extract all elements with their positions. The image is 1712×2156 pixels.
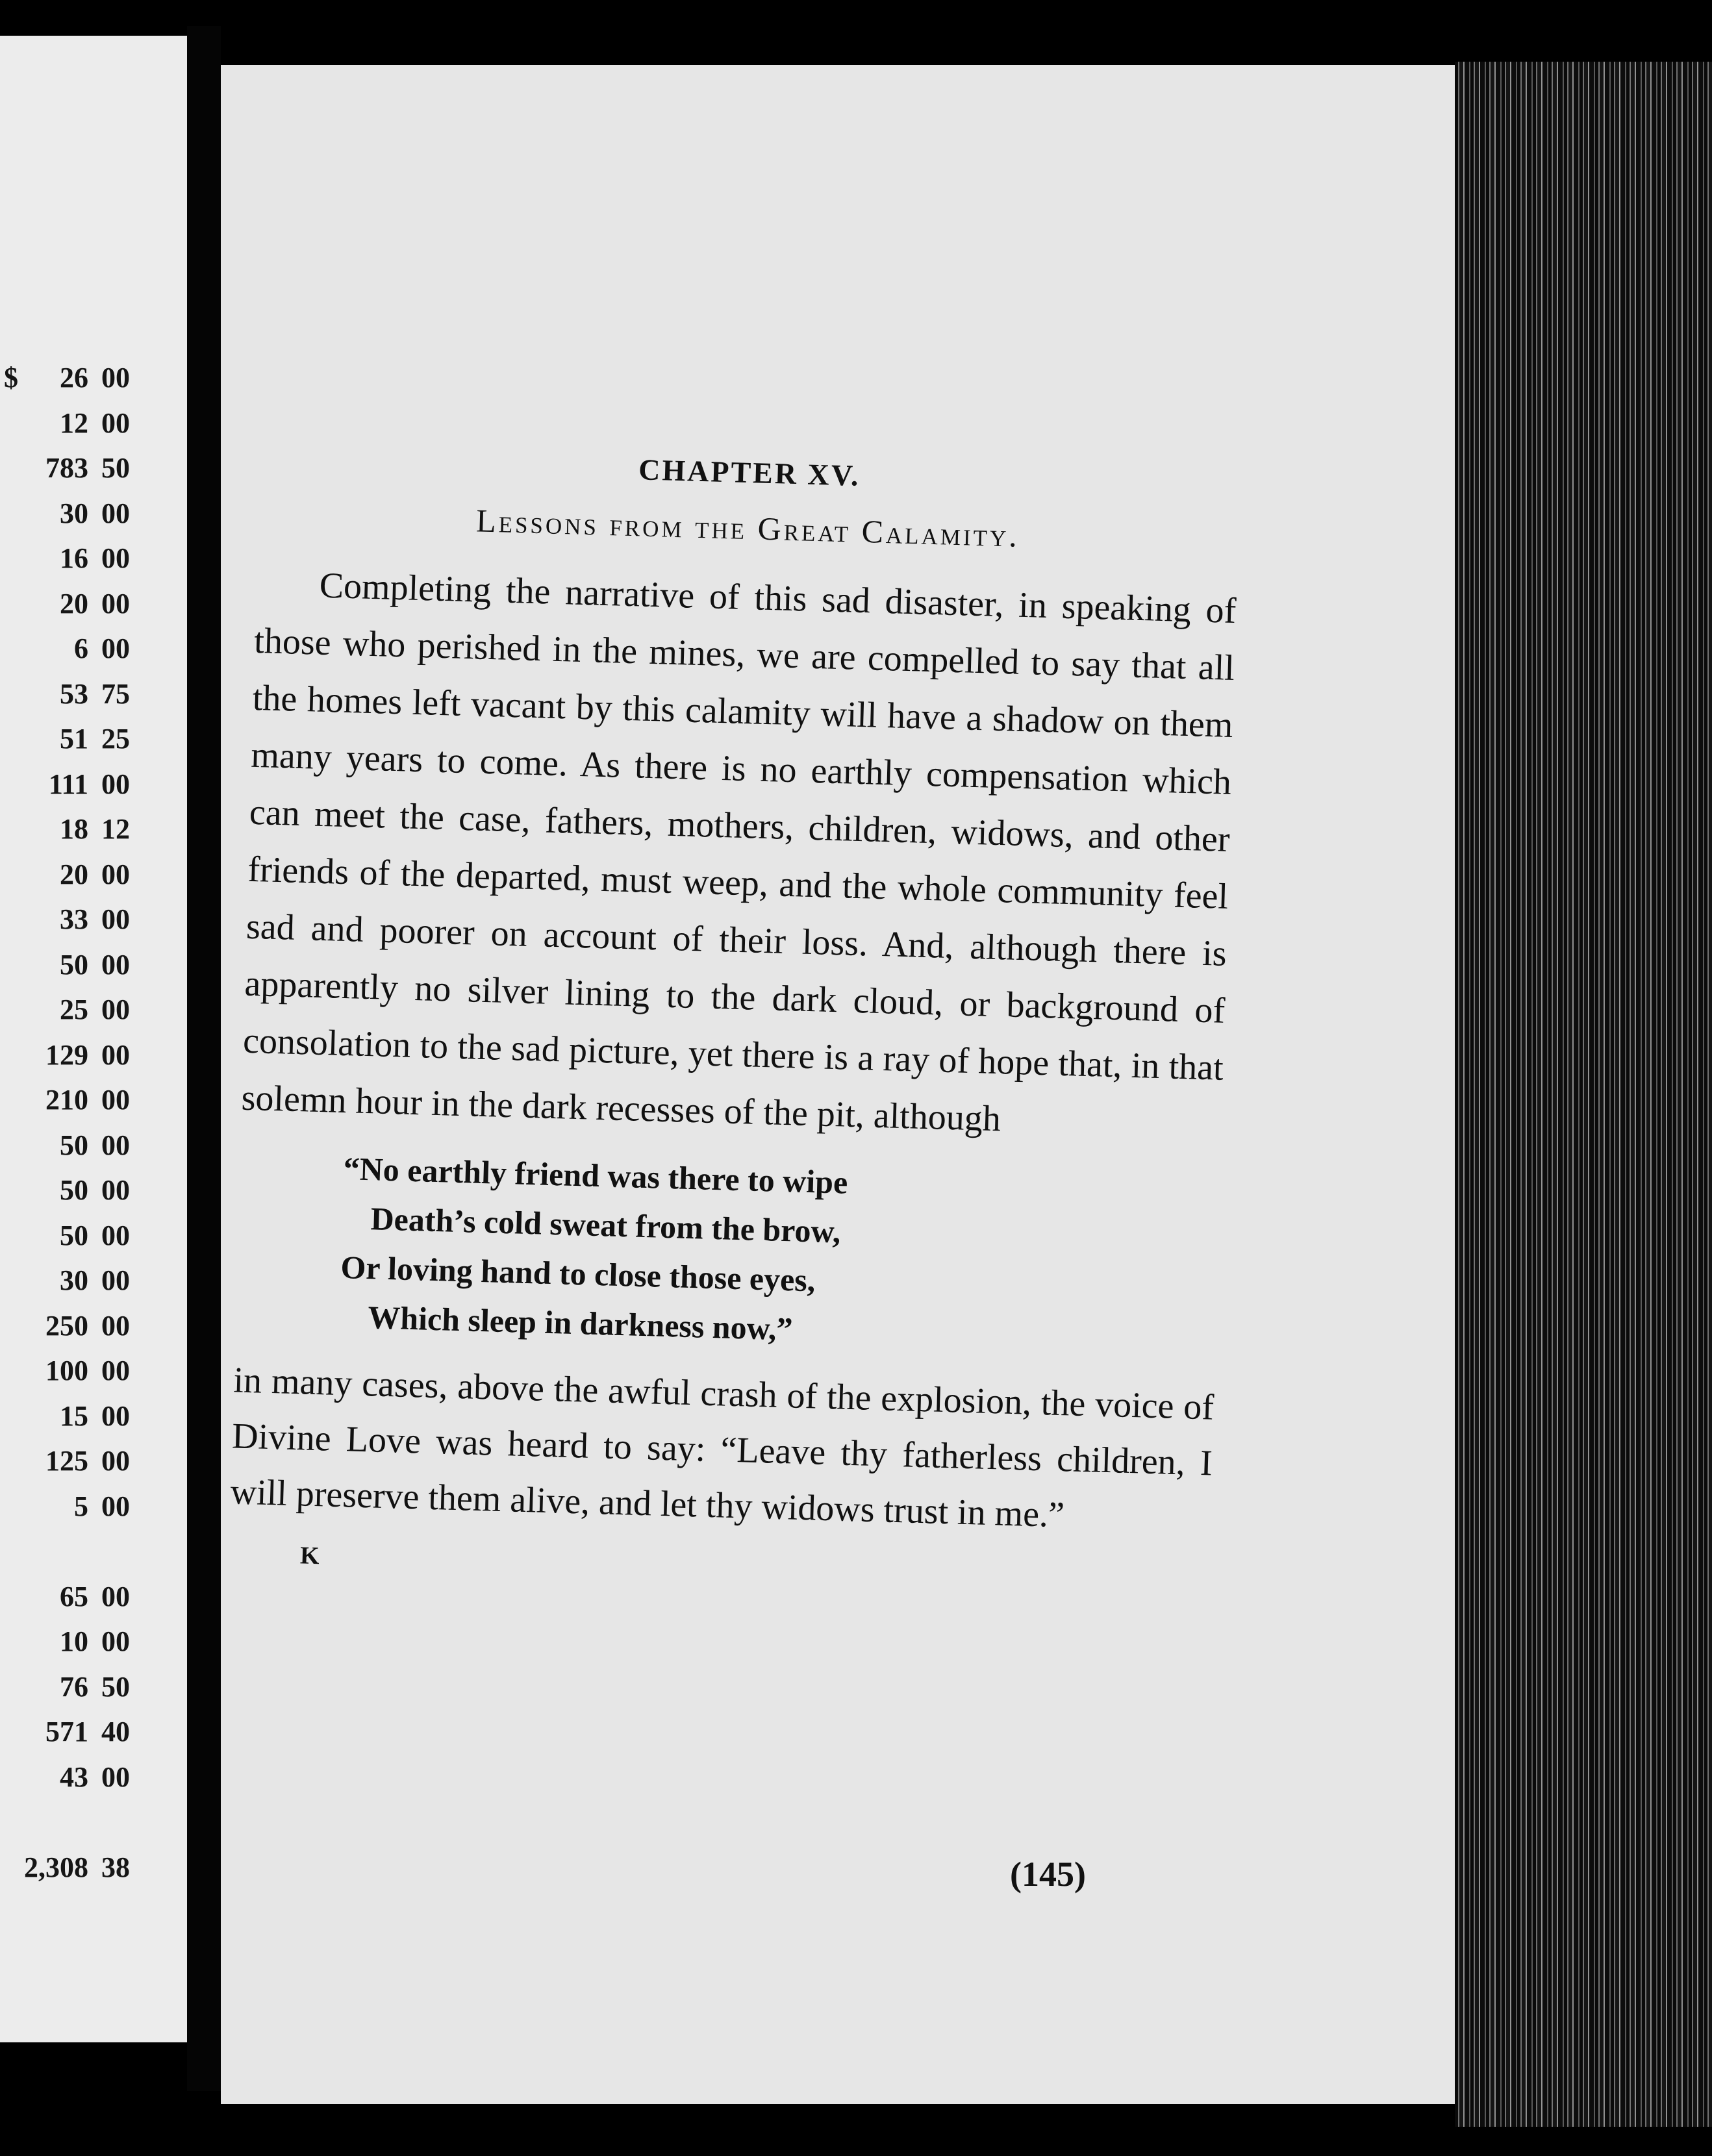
amount-cents: 00 (101, 362, 130, 394)
amount-dollars: 76 (60, 1670, 88, 1703)
amount-dollars: 10 (60, 1625, 88, 1657)
amount-dollars: 50 (60, 1174, 88, 1206)
amount-cents: 00 (101, 903, 130, 935)
amount-row (0, 1077, 130, 1123)
amount-dollars: 50 (60, 948, 88, 981)
page-number: (145) (1010, 1855, 1086, 1894)
amount-row (0, 671, 130, 717)
amount-dollars: 30 (60, 1264, 88, 1296)
amount-row (0, 1348, 130, 1394)
amount-total (0, 1845, 130, 1890)
amount-cents: 50 (101, 452, 130, 484)
amount-dollars: 43 (60, 1761, 88, 1793)
amount-row (0, 1619, 130, 1664)
amount-cents: 75 (101, 677, 130, 710)
amount-row (0, 942, 130, 988)
chapter-subtitle: Lessons from the Great Calamity. (475, 502, 1020, 554)
amount-row (0, 445, 130, 491)
page-text (229, 442, 1240, 1595)
amount-row (0, 536, 130, 581)
amount-cents: 00 (101, 948, 130, 981)
amount-dollars: 26 (60, 362, 88, 394)
amount-cents: 00 (101, 633, 130, 664)
amount-row (0, 626, 130, 671)
amount-dollars: 65 (60, 1580, 88, 1612)
amount-row (0, 716, 130, 762)
amount-dollars: 100 (45, 1355, 88, 1386)
amount-dollars: 30 (60, 497, 88, 529)
amount-row (0, 1168, 130, 1213)
amount-cents: 00 (101, 1355, 130, 1386)
amount-cents: 00 (101, 1219, 130, 1251)
chapter-heading: CHAPTER XV. (638, 453, 861, 492)
amount-dollars: 210 (45, 1084, 88, 1116)
amount-dollars: 250 (45, 1309, 88, 1342)
amount-row (0, 1664, 130, 1710)
verse-line: “No earthly friend was there to wipe (343, 1150, 849, 1201)
amount-cents: 00 (101, 1038, 130, 1071)
paragraph-2: in many cases, above the awful crash of the explosion, the voice of Divine Love was heard to say: “Leave thy fatherless children, I will preserve them alive, and let thy widows trust in me.” (229, 1360, 1215, 1536)
amount-dollars: 6 (74, 633, 88, 664)
total-dollars: 2,308 (24, 1851, 88, 1883)
amount-cents: 00 (101, 497, 130, 529)
amount-row (0, 355, 130, 401)
amount-row (0, 852, 130, 897)
amount-dollars: 18 (60, 813, 88, 845)
amount-row (0, 1394, 130, 1439)
amount-cents: 00 (101, 1625, 130, 1657)
amount-cents: 00 (101, 1580, 130, 1612)
amount-dollars: 5 (74, 1490, 88, 1522)
amount-cents: 25 (101, 723, 130, 755)
amount-cents: 00 (101, 858, 130, 890)
amount-cents: 00 (101, 1264, 130, 1296)
amount-cents: 40 (101, 1716, 130, 1748)
amount-dollars: 50 (60, 1219, 88, 1251)
amount-row (0, 1213, 130, 1259)
amount-dollars: 111 (48, 768, 88, 800)
amount-dollars: 53 (60, 677, 88, 710)
verse-quote (338, 1144, 1220, 1366)
amount-cents: 00 (101, 1084, 130, 1116)
amount-cents: 00 (101, 542, 130, 574)
book-gutter (187, 26, 221, 2091)
amount-row (0, 1438, 130, 1484)
amount-row (0, 987, 130, 1033)
amount-cents: 00 (101, 1129, 130, 1161)
amount-row (0, 1574, 130, 1620)
currency-symbol: $ (4, 362, 18, 394)
amount-row (0, 807, 130, 852)
amount-row (0, 1709, 130, 1755)
paragraph-1: Completing the narrative of this sad disaster, in speaking of those who perished in the mines, we are compelled to say that all the homes left vacant by this calamity will have a shadow on them many years to come. As there is no earthly compensation which can meet the case, fathers, mothers, children, widows, and other friends of the departed, must weep, and the whole community feel sad and poorer on account of their loss. And, although there is apparently no silver lining to the dark cloud, or background of consolation to the sad picture, yet there is a ray of hope that, in that solemn hour in the dark recesses of the pit, although (240, 565, 1237, 1140)
previous-page (0, 36, 187, 2042)
amount-dollars: 20 (60, 587, 88, 620)
amount-dollars: 16 (60, 542, 88, 574)
amount-cents: 00 (101, 1399, 130, 1432)
amount-row (0, 401, 130, 446)
amount-dollars: 33 (60, 903, 88, 935)
amount-dollars: 50 (60, 1129, 88, 1161)
amount-row (0, 1258, 130, 1303)
amounts-column (0, 355, 130, 1890)
amount-dollars: 125 (45, 1445, 88, 1477)
amount-row (0, 1123, 130, 1168)
amount-dollars: 25 (60, 994, 88, 1025)
amount-dollars: 129 (45, 1038, 88, 1071)
amount-row (0, 1755, 130, 1800)
amount-dollars: 15 (60, 1399, 88, 1432)
amount-row (0, 491, 130, 536)
verse-line: Or loving hand to close those eyes, (340, 1248, 816, 1299)
amount-dollars: 20 (60, 858, 88, 890)
total-cents: 38 (101, 1851, 130, 1883)
amount-cents: 00 (101, 994, 130, 1025)
amount-dollars: 783 (45, 452, 88, 484)
amount-cents: 00 (101, 407, 130, 439)
amount-row (0, 762, 130, 807)
amount-cents: 00 (101, 1761, 130, 1793)
page-edges (1455, 62, 1712, 2127)
amount-dollars: 571 (45, 1716, 88, 1748)
verse-line: Which sleep in darkness now,” (367, 1299, 794, 1348)
amount-cents: 00 (101, 587, 130, 620)
amount-row (0, 581, 130, 627)
amount-row (0, 1033, 130, 1078)
amount-cents: 50 (101, 1670, 130, 1703)
amount-cents: 00 (101, 1490, 130, 1522)
amount-cents: 12 (101, 813, 130, 845)
amount-cents: 00 (101, 1445, 130, 1477)
amount-row (0, 1484, 130, 1529)
amount-cents: 00 (101, 1174, 130, 1206)
amount-cents: 00 (101, 768, 130, 800)
verse-line: Death’s cold sweat from the brow, (370, 1200, 842, 1250)
amount-row (0, 1303, 130, 1349)
amount-row (0, 897, 130, 942)
amount-dollars: 51 (60, 723, 88, 755)
amount-cents: 00 (101, 1309, 130, 1342)
amount-dollars: 12 (60, 407, 88, 439)
signature-mark: K (299, 1542, 320, 1570)
